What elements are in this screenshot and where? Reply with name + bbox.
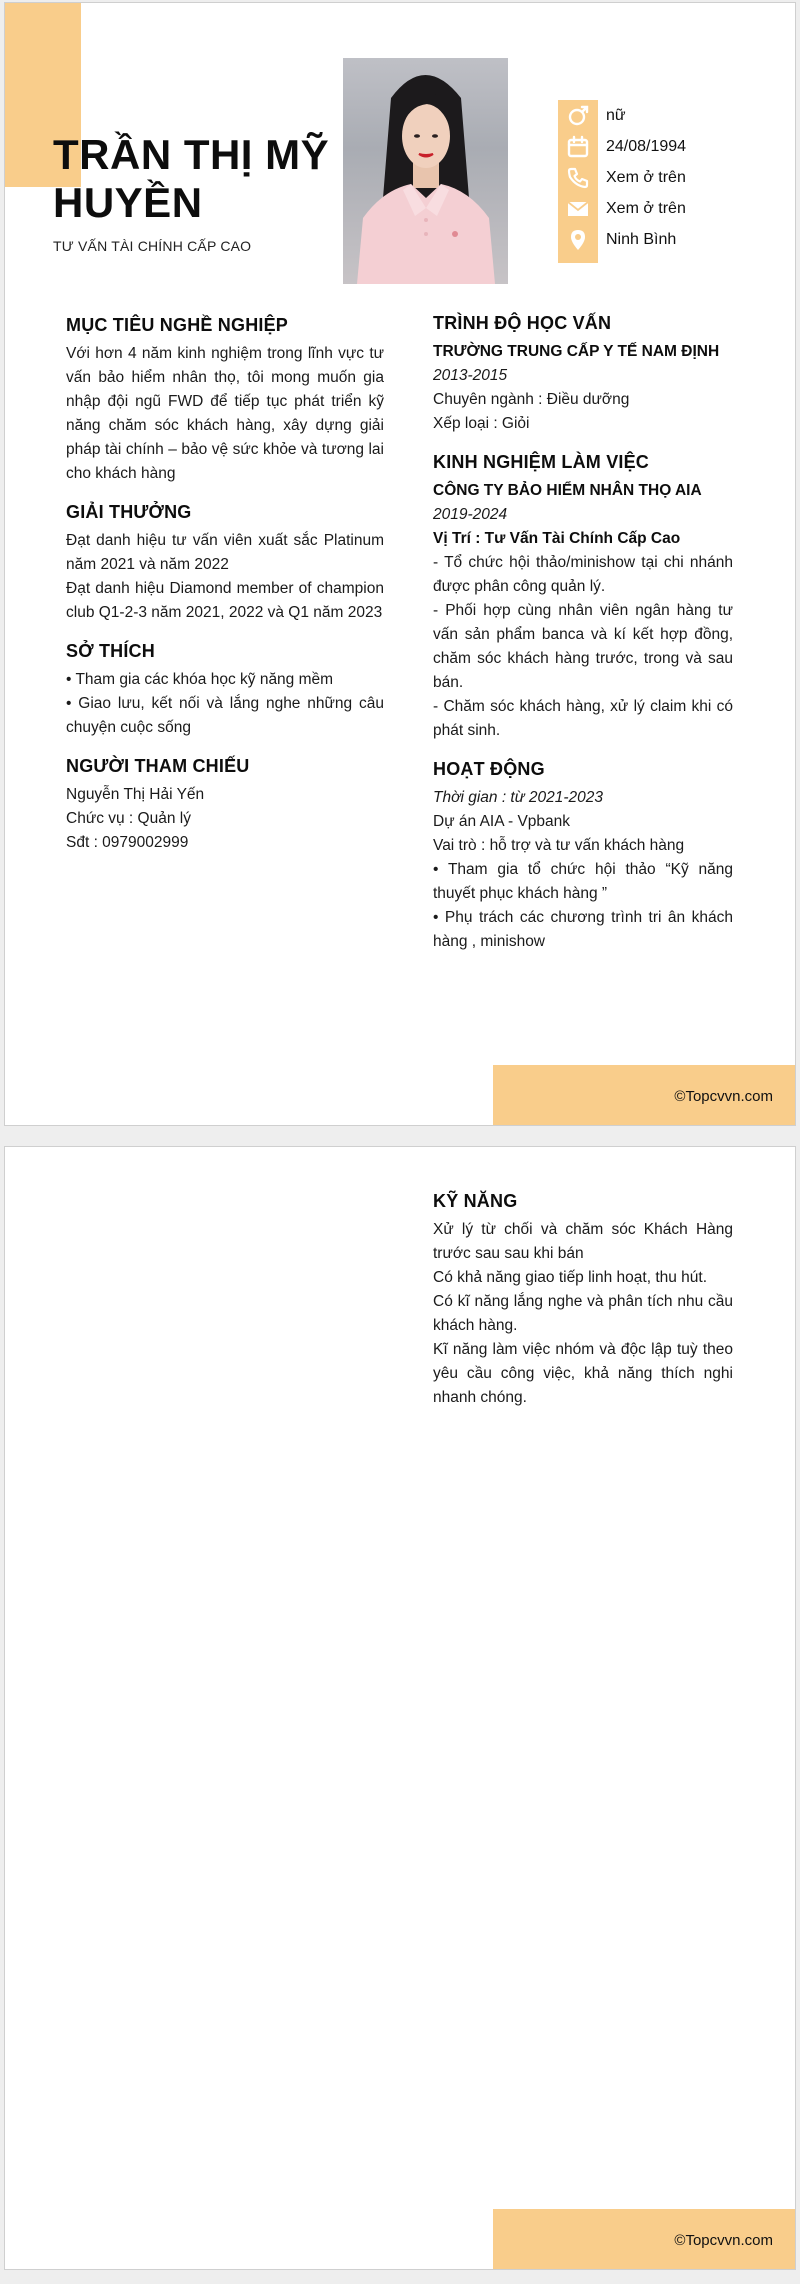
education-period: 2013-2015 (433, 367, 508, 384)
skill-item: Xử lý từ chối và chăm sóc Khách Hàng trước sau sau khi bán (433, 1221, 733, 1262)
calendar-icon (558, 131, 598, 162)
award-item: Đạt danh hiệu Diamond member of champion club Q1-2-3 năm 2021, 2022 và Q1 năm 2023 (66, 580, 384, 621)
activities-period: Thời gian : từ 2021-2023 (433, 789, 603, 806)
section-hobbies (66, 641, 384, 740)
contact-gender-value: nữ (606, 106, 626, 124)
experience-item: - Phối hợp cùng nhân viên ngân hàng tư vấn sản phẩm banca và kí kết hợp đồng, chăm sóc khách hàng trước, trong và sau bán. (433, 602, 733, 691)
job-title: TƯ VẤN TÀI CHÍNH CẤP CAO (53, 238, 252, 254)
activities-item: • Phụ trách các chương trình tri ân khách hàng , minishow (433, 909, 733, 950)
activities-title: HOẠT ĐỘNG (433, 759, 545, 779)
reference-phone: Sđt : 0979002999 (66, 834, 189, 851)
cv-page-1 (4, 2, 796, 1126)
contact-birthday (558, 131, 778, 162)
profile-photo (343, 58, 508, 284)
section-education (433, 313, 733, 436)
contact-email (558, 193, 778, 224)
education-school: TRƯỜNG TRUNG CẤP Y TẾ NAM ĐỊNH (433, 343, 720, 360)
experience-company: CÔNG TY BẢO HIỂM NHÂN THỌ AIA (433, 482, 702, 499)
activities-item: • Tham gia tổ chức hội thảo “Kỹ năng thuyết phục khách hàng ” (433, 861, 733, 902)
section-experience (433, 452, 733, 743)
right-column-page-2 (433, 1191, 733, 1426)
activities-project: Dự án AIA - Vpbank (433, 813, 571, 830)
skills-title: KỸ NĂNG (433, 1191, 518, 1211)
contact-phone (558, 162, 778, 193)
objective-text: Với hơn 4 năm kinh nghiệm trong lĩnh vực tư vấn bảo hiểm nhân thọ, tôi mong muốn gia nhập đội ngũ FWD để tiếp tục phát triển kỹ năng chăm sóc khách hàng, xây dựng giải pháp tài chính – bảo vệ sức khỏe và tương lai cho khách hàng (66, 345, 384, 482)
education-grade: Xếp loại : Giỏi (433, 415, 530, 432)
experience-title: KINH NGHIỆM LÀM VIỆC (433, 452, 650, 472)
section-reference (66, 756, 384, 855)
hobbies-title: SỞ THÍCH (66, 641, 155, 661)
section-awards (66, 502, 384, 625)
contact-email-value: Xem ở trên (606, 199, 686, 217)
footer-watermark: ©Topcvvn.com (674, 1088, 773, 1105)
activities-role: Vai trò : hỗ trợ và tư vấn khách hàng (433, 837, 685, 854)
skill-item: Có kĩ năng lắng nghe và phân tích nhu cầu khách hàng. (433, 1293, 733, 1334)
objective-title: MỤC TIÊU NGHỀ NGHIỆP (66, 315, 289, 335)
section-objective (66, 315, 384, 486)
contact-address-value: Ninh Bình (606, 230, 677, 248)
cv-page-2 (4, 1146, 796, 2270)
section-activities (433, 759, 733, 954)
skill-item: Kĩ năng làm việc nhóm và độc lập tuỳ theo yêu cầu công việc, khả năng thích nghi nhanh chóng. (433, 1341, 733, 1406)
contact-address (558, 224, 778, 255)
experience-item: - Chăm sóc khách hàng, xử lý claim khi có phát sinh. (433, 698, 733, 739)
contact-gender (558, 100, 778, 131)
reference-title: NGƯỜI THAM CHIẾU (66, 756, 250, 776)
gender-icon (558, 100, 598, 131)
footer-watermark: ©Topcvvn.com (674, 2232, 773, 2249)
reference-name: Nguyễn Thị Hải Yến (66, 786, 205, 803)
section-skills (433, 1191, 733, 1410)
awards-title: GIẢI THƯỞNG (66, 502, 192, 522)
hobby-item: • Tham gia các khóa học kỹ năng mềm (66, 671, 334, 688)
contact-phone-value: Xem ở trên (606, 168, 686, 186)
experience-role: Vị Trí : Tư Vấn Tài Chính Cấp Cao (433, 530, 681, 547)
education-major: Chuyên ngành : Điều dưỡng (433, 391, 630, 408)
award-item: Đạt danh hiệu tư vấn viên xuất sắc Platinum năm 2021 và năm 2022 (66, 532, 384, 573)
experience-item: - Tổ chức hội thảo/minishow tại chi nhánh được phân công quản lý. (433, 554, 733, 595)
candidate-name: TRẦN THỊ MỸ HUYỀN (53, 131, 330, 226)
skill-item: Có khả năng giao tiếp linh hoạt, thu hút. (433, 1269, 708, 1286)
reference-position: Chức vụ : Quản lý (66, 810, 191, 827)
right-column (433, 313, 733, 970)
education-title: TRÌNH ĐỘ HỌC VẤN (433, 313, 612, 333)
contact-birthday-value: 24/08/1994 (606, 137, 687, 155)
phone-icon (558, 162, 598, 193)
hobby-item: • Giao lưu, kết nối và lắng nghe những câu chuyện cuộc sống (66, 695, 384, 736)
location-icon (558, 224, 598, 255)
left-column (66, 315, 384, 871)
experience-period: 2019-2024 (433, 506, 508, 523)
email-icon (558, 193, 598, 224)
